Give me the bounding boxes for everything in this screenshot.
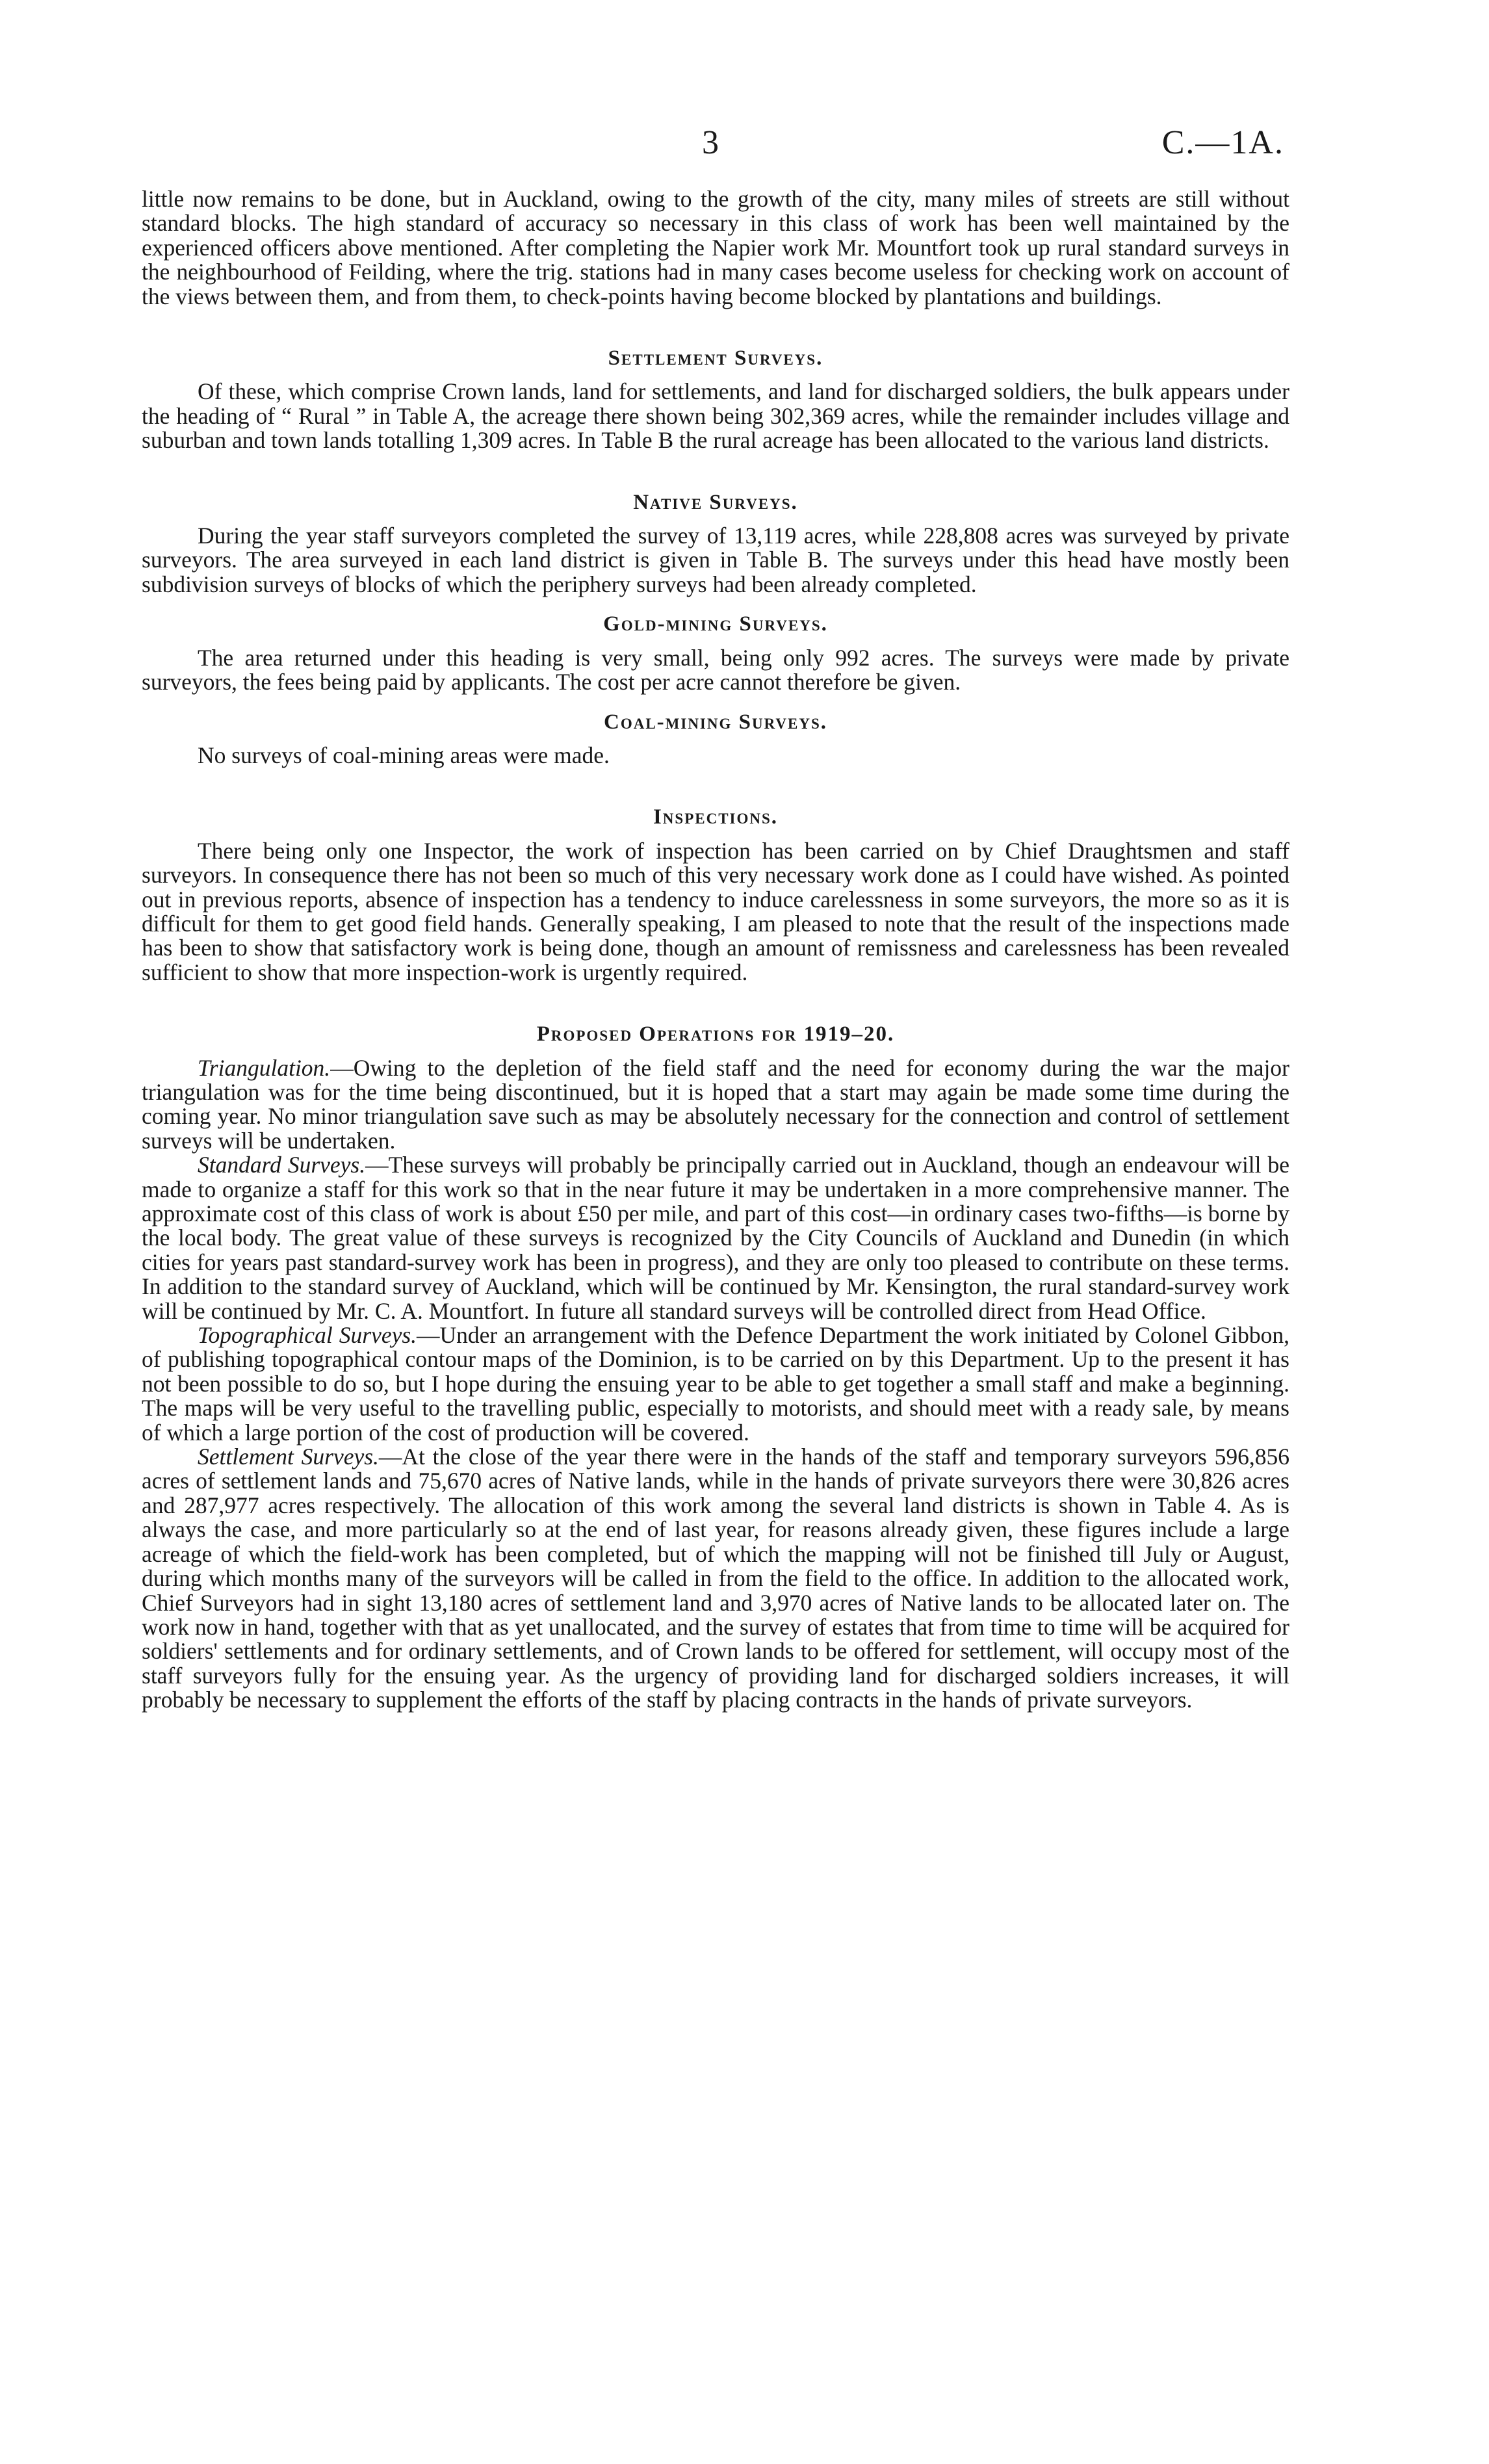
topographical-surveys-label: Topographical Surveys. <box>198 1322 417 1349</box>
page-number: 3 <box>702 124 719 161</box>
proposed-operations-heading: Proposed Operations for 1919–20. <box>536 1022 895 1046</box>
proposed-settlement-surveys-label: Settlement Surveys. <box>198 1444 379 1470</box>
topographical-surveys-paragraph <box>142 1323 1289 1445</box>
standard-surveys-paragraph <box>142 1153 1289 1323</box>
triangulation-paragraph <box>142 1056 1289 1154</box>
coal-mining-surveys-heading: Coal-mining Surveys. <box>604 710 827 734</box>
settlement-surveys-paragraph: Of these, which comprise Crown lands, land for settlements, and land for discharged soldiers, the bulk appears under the heading of “ Rural ” in Table A, the acreage there shown being 302,369 acres, while the remainder includes village and suburban and town lands totalling 1,309 acres. In Table B the rural acreage has been allocated to the various land districts. <box>142 378 1289 454</box>
document-reference: C.—1A. <box>1161 124 1284 161</box>
gold-mining-surveys-heading: Gold-mining Surveys. <box>603 612 828 636</box>
coal-mining-surveys-paragraph: No surveys of coal-mining areas were made. <box>198 742 610 768</box>
intro-paragraph: little now remains to be done, but in Auckland, owing to the growth of the city, many miles of streets are still without standard blocks. The high standard of accuracy so necessary in this class of work has been well maintained by the experienced officers above mentioned. After completing the Napier work Mr. Mountfort took up rural standard surveys in the neighbourhood of Feilding, where the trig. stations had in many cases become useless for checking work on account of the views between them, and from them, to check-points having become blocked by plantations and buildings. <box>142 186 1289 309</box>
inspections-paragraph: There being only one Inspector, the work of inspection has been carried on by Chief Draughtsmen and staff surveyors. In consequence there has not been so much of this very necessary work done as I could have wished. As pointed out in previous reports, absence of inspection has a tendency to induce carelessness in some surveyors, the more so as it is difficult for them to get good field hands. Generally speaking, I am pleased to note that the result of the inspections made has been to show that satisfactory work is being done, though an amount of remissness and carelessness has been revealed sufficient to show that more inspection-work is urgently required. <box>142 837 1289 985</box>
document-body <box>142 187 1289 1713</box>
settlement-surveys-heading: Settlement Surveys. <box>608 346 823 370</box>
standard-surveys-label: Standard Surveys. <box>198 1152 366 1178</box>
triangulation-label: Triangulation. <box>198 1054 331 1081</box>
standard-surveys-text: —These surveys will probably be principally carried out in Auckland, though an endeavour will be made to organize a staff for this work so that in the near future it may be undertaken in a more comprehensive manner. The approximate cost of this class of work is about £50 per mile, and part of this cost—in ordinary cases two-fifths—is borne by the local body. The great value of these surveys is recognized by the City Councils of Auckland and Dunedin (in which cities for years past standard-survey work has been in progress), and they are only too pleased to contribute on these terms. In addition to the standard survey of Auckland, which will be continued by Mr. Kensington, the rural standard-survey work will be continued by Mr. C. A. Mountfort. In future all standard surveys will be controlled direct from Head Office. <box>142 1152 1289 1324</box>
triangulation-text: —Owing to the depletion of the field staff and the need for economy during the war the major triangulation was for the time being discontinued, but it is hoped that a start may again be made some time during the coming year. No minor triangulation save such as may be absolutely necessary for the connection and control of settlement surveys will be undertaken. <box>142 1054 1289 1154</box>
page-header <box>0 123 1489 169</box>
inspections-heading: Inspections. <box>653 805 779 829</box>
proposed-settlement-surveys-text: —At the close of the year there were in the hands of the staff and temporary surveyors 596,856 acres of settlement lands and 75,670 acres of Native lands, while in the hands of private surveyors there were 30,826 acres and 287,977 acres respectively. The allocation of this work among the several land districts is shown in Table 4. As is always the case, and more particularly so at the end of last year, for reasons already given, these figures include a large acreage of which the field-work has been completed, but of which the mapping will not be finished till July or August, during which months many of the surveyors will be called in from the field to the office. In addition to the allocated work, Chief Surveyors had in sight 13,180 acres of settlement land and 3,970 acres of Native lands to be allocated later on. The work now in hand, together with that as yet unallocated, and the survey of estates that from time to time will be acquired for soldiers' settlements and for ordinary settlements, and of Crown lands to be offered for settlement, will occupy most of the staff surveyors fully for the ensuing year. As the urgency of providing land for discharged soldiers increases, it will probably be necessary to supplement the efforts of the staff by placing contracts in the hands of private surveyors. <box>142 1444 1289 1713</box>
topographical-surveys-text: —Under an arrangement with the Defence Department the work initiated by Colonel Gibbon, of publishing topographical contour maps of the Dominion, is to be carried on by this Department. Up to the present it has not been possible to do so, but I hope during the ensuing year to be able to get together a small staff and make a beginning. The maps will be very useful to the travelling public, especially to motorists, and should meet with a ready sale, by means of which a large portion of the cost of production will be covered. <box>142 1322 1289 1446</box>
native-surveys-heading: Native Surveys. <box>633 490 798 514</box>
native-surveys-paragraph: During the year staff surveyors completed the survey of 13,119 acres, while 228,808 acres was surveyed by private surveyors. The area surveyed in each land district is given in Table B. The surveys under this head have mostly been subdivision surveys of blocks of which the periphery surveys had been already completed. <box>142 523 1289 597</box>
proposed-settlement-surveys-paragraph <box>142 1445 1289 1712</box>
gold-mining-surveys-paragraph: The area returned under this heading is very small, being only 992 acres. The surveys were made by private surveyors, the fees being paid by applicants. The cost per acre cannot therefore be given. <box>142 644 1289 695</box>
